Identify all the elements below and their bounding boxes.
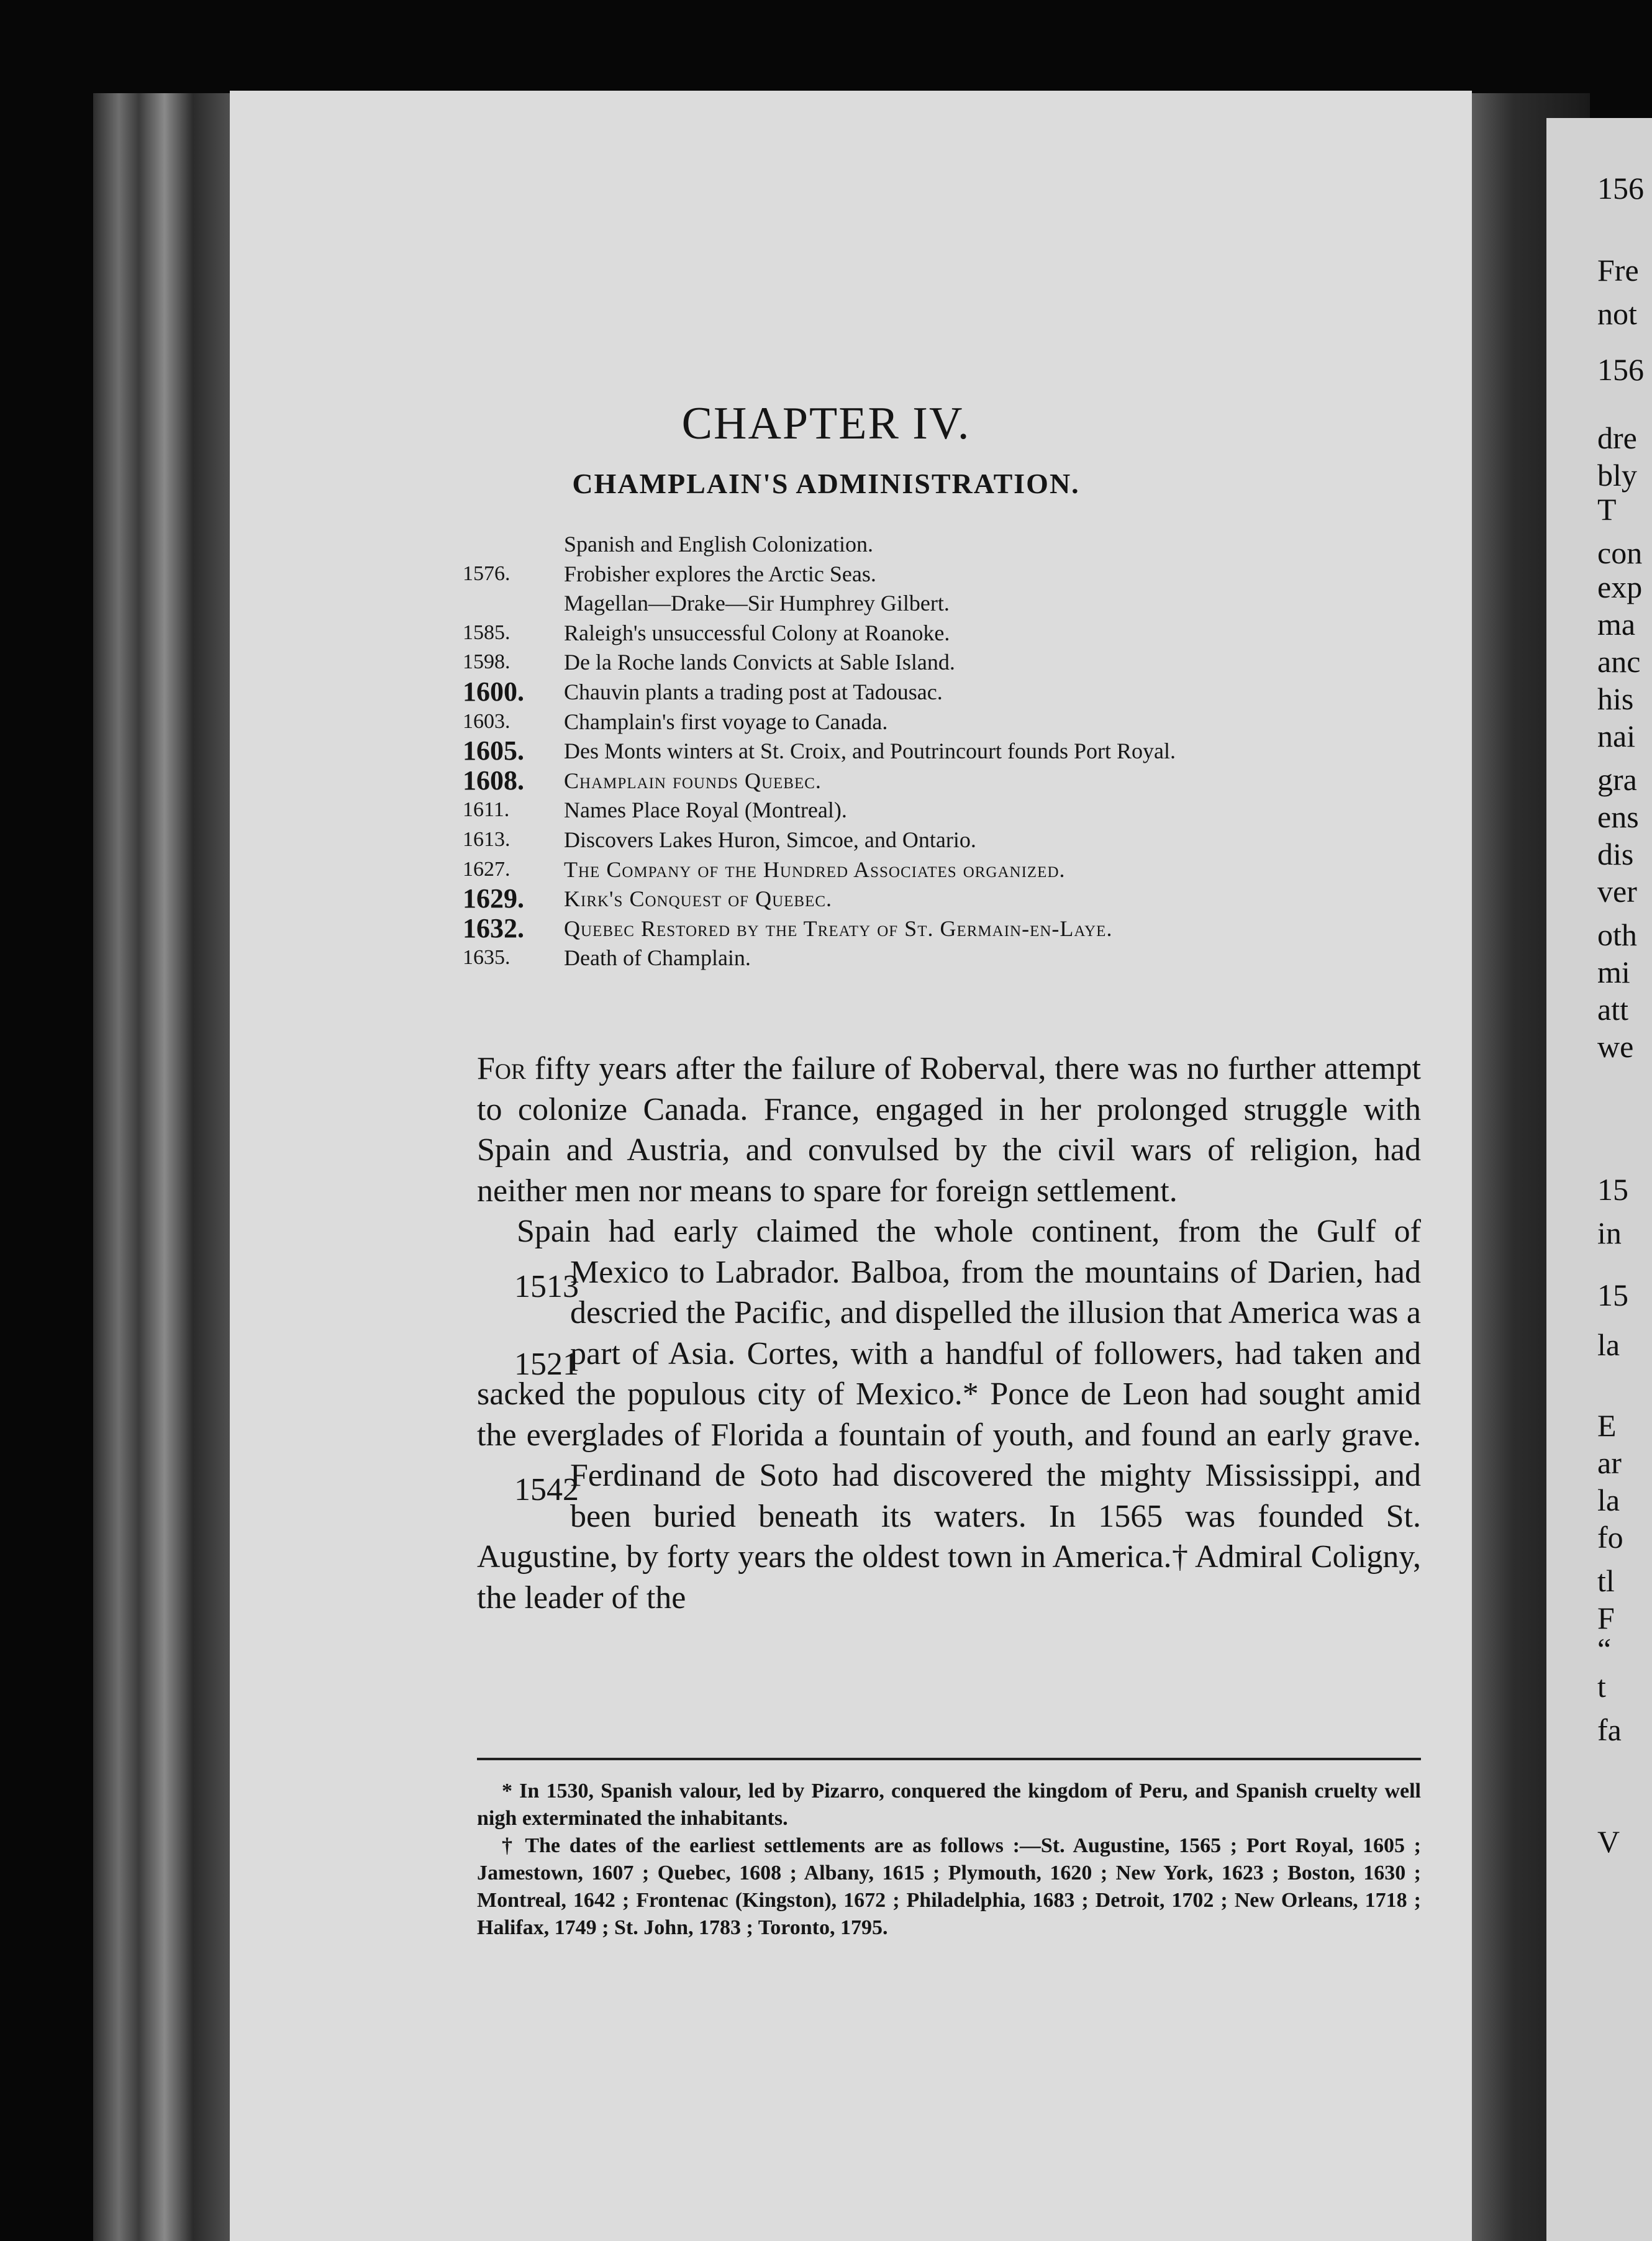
paragraph-text: Spain had early claimed the whole continent, from the Gulf of Mexico to Labrador. Balboa, from the moun [517, 1214, 1421, 1290]
facing-page-fragment: gra [1597, 762, 1637, 797]
facing-page-fragment: fa [1597, 1712, 1622, 1747]
chronology-year: 1635. [463, 946, 511, 970]
chronology-year: 1632. [463, 912, 524, 943]
chronology-event: Frobisher explores the Arctic Seas. [564, 561, 876, 586]
paragraph-text: nand de Soto had discovered the mighty Mississippi, and been buried beneath its waters. In 1565 was founded St. Augustine, by forty years the oldest town in America.† Admiral Coligny, the leader of the [477, 1458, 1421, 1616]
chronology-event: Kirk's Conquest of Quebec. [564, 886, 833, 912]
paragraph-text: fifty years after the failure of Roberval, there was no further attempt to colonize Canada. France, engaged in her prolonged struggle with Spain and Austria, and convulsed by the civil wars of religion, had neither men nor means to spare for foreign settlement. [477, 1051, 1421, 1209]
facing-page-fragment: 156 [1597, 171, 1644, 206]
footnote: * In 1530, Spanish valour, led by Pizarro, conquered the kingdom of Peru, and Spanish cruelty well nigh exterminated the inhabitants. [477, 1780, 1421, 1830]
margin-year: 1521 [514, 1346, 579, 1382]
paragraph-text: tains of Darien, had descried the Pacific, and dispelled the illusion that America was a part of Asia. Cortes, with a handful of followers, had taken and sacked the populous city of Mexico.* Ponce de Leon had sought amid the everglades of Florida a fountain of youth, and found an early grave. Ferdi [477, 1254, 1421, 1493]
facing-page-fragment: “ [1597, 1632, 1612, 1666]
chronology-event: Chauvin plants a trading post at Tadousac. [564, 680, 943, 704]
facing-page-fragment: 15 [1597, 1278, 1628, 1312]
facing-page-fragment: exp [1597, 570, 1643, 604]
facing-page-fragment: his [1597, 681, 1634, 716]
chronology-year: 1627. [463, 857, 511, 881]
chronology-event: Discovers Lakes Huron, Simcoe, and Ontario. [564, 827, 976, 852]
facing-page-fragment: 156 [1597, 352, 1644, 387]
chronology-event: The Company of the Hundred Associates organized. [564, 857, 1066, 882]
facing-page-fragment: oth [1597, 917, 1637, 952]
facing-page-fragment: ar [1597, 1445, 1622, 1480]
facing-page-fragment: T [1597, 492, 1617, 527]
facing-page-fragment: ma [1597, 607, 1636, 642]
chronology-year: 1605. [463, 735, 524, 766]
chronology-event: Magellan—Drake—Sir Humphrey Gilbert. [564, 591, 950, 616]
facing-page-fragment: F [1597, 1601, 1615, 1635]
facing-page-fragment: dre [1597, 420, 1637, 455]
chronology-year: 1598. [463, 650, 511, 674]
facing-page-fragment: in [1597, 1216, 1622, 1250]
facing-page-fragment: 15 [1597, 1172, 1628, 1207]
facing-page-fragment: fo [1597, 1520, 1623, 1555]
chapter-title: CHAPTER IV. [681, 398, 971, 449]
facing-page-fragment: t [1597, 1669, 1606, 1704]
footnote: † The dates of the earliest settlements are as follows :—St. Augustine, 1565 ; Port Royal, 1605 ; Jamestown, 1607 ; Quebec, 1608 ; Albany, 1615 ; Plymouth, 1620 ; New York, 1623 ; Boston, 1630 ; Montreal, 1642 ; Frontenac (Kingston), 1672 ; Philadelphia, 1683 ; Detroit, 1702 ; New Orleans, 1718 ; Halifax, 1749 ; St. John, 1783 ; Toronto, 1795. [477, 1834, 1421, 1939]
chronology-year: 1613. [463, 828, 511, 851]
margin-years [477, 1252, 579, 1382]
margin-years [477, 1455, 579, 1537]
facing-page-fragment: bly [1597, 458, 1637, 493]
paragraph [477, 1211, 1421, 1618]
facing-page-fragment: anc [1597, 644, 1641, 679]
chronology-year: 1608. [463, 765, 524, 796]
chronology-year: 1611. [463, 798, 510, 822]
facing-page-fragment: la [1597, 1483, 1620, 1517]
facing-page-fragment: la [1597, 1327, 1620, 1362]
chronology-event: Quebec Restored by the Treaty of St. Germain-en-Laye. [564, 916, 1113, 941]
facing-page-fragment: con [1597, 535, 1643, 570]
facing-page-fragment: ens [1597, 799, 1639, 834]
chronology-year: 1629. [463, 883, 524, 914]
paragraph-lead-word: For [477, 1051, 526, 1086]
chronology-event: De la Roche lands Convicts at Sable Island. [564, 650, 955, 675]
chronology-event: Names Place Royal (Montreal). [564, 798, 847, 823]
chronology-event: Des Monts winters at St. Croix, and Poutrincourt founds Port Royal. [564, 739, 1176, 764]
chronology-event: Raleigh's unsuccessful Colony at Roanoke. [564, 620, 950, 645]
chronology-event: Champlain founds Quebec. [564, 768, 822, 793]
body-text [477, 1048, 1421, 1618]
facing-page-fragment: Fre [1597, 253, 1639, 288]
facing-page-fragment: we [1597, 1029, 1634, 1064]
facing-page-fragment: ver [1597, 874, 1637, 909]
margin-year: 1542 [514, 1472, 579, 1507]
footnote-rule [477, 1758, 1421, 1760]
paragraph [477, 1048, 1421, 1211]
chapter-subtitle: CHAMPLAIN'S ADMINISTRATION. [572, 468, 1080, 499]
facing-page-fragment: E [1597, 1408, 1617, 1443]
facing-page-fragment: tl [1597, 1563, 1615, 1598]
footnotes [477, 1778, 1421, 1942]
chronology-year: 1585. [463, 620, 511, 644]
chronology-year: 1576. [463, 561, 511, 585]
chronology-year: 1600. [463, 676, 524, 707]
facing-page-fragment: att [1597, 992, 1628, 1027]
chronology-event: Death of Champlain. [564, 945, 751, 971]
facing-page-fragment: V [1597, 1824, 1620, 1859]
chronology-event: Champlain's first voyage to Canada. [564, 709, 888, 734]
facing-page-fragment: mi [1597, 955, 1630, 989]
facing-page-fragment: nai [1597, 719, 1636, 753]
chronology-event: Spanish and English Colonization. [564, 532, 873, 557]
facing-page-fragment: dis [1597, 837, 1634, 871]
chronology-year: 1603. [463, 709, 511, 733]
facing-page-fragment: not [1597, 296, 1637, 331]
margin-year: 1513 [514, 1268, 579, 1304]
